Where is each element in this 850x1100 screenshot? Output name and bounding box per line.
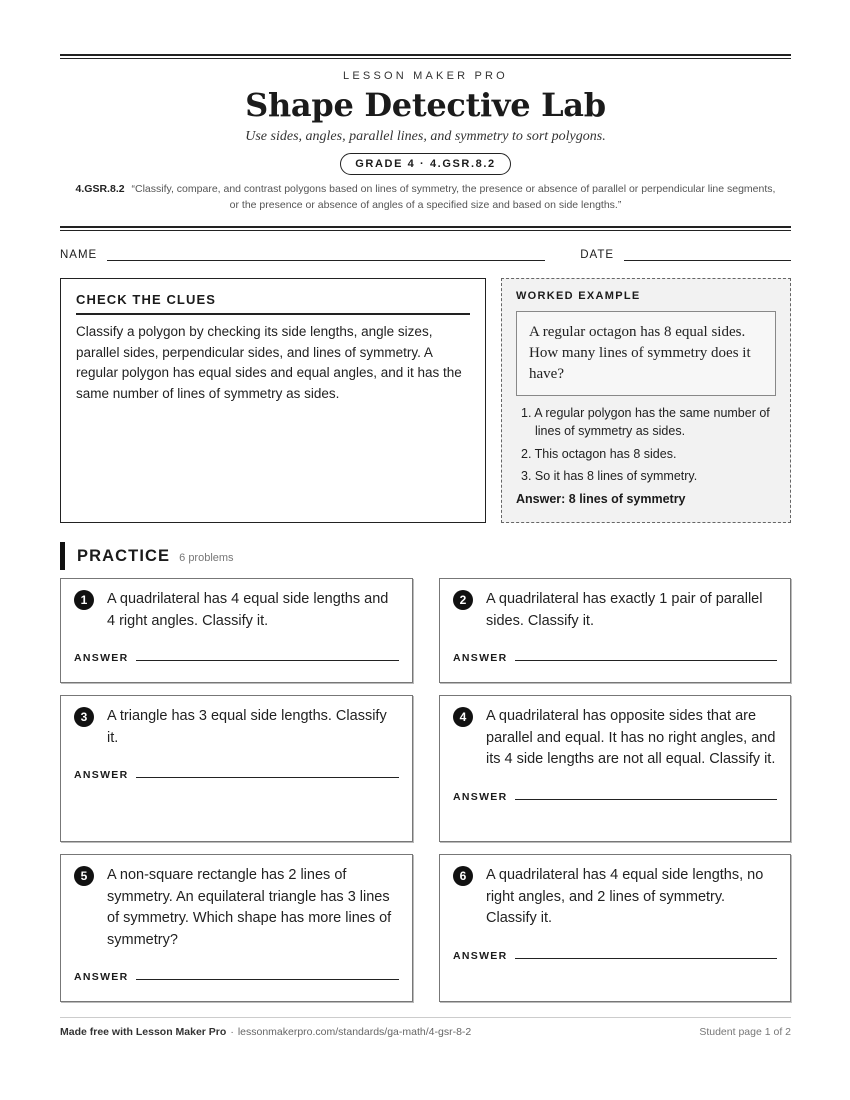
- answer-label: ANSWER: [74, 769, 129, 781]
- problem-card-2: [439, 578, 791, 683]
- problems-grid: [60, 578, 791, 1002]
- header-top-rule: [60, 54, 791, 59]
- standard-description: [60, 181, 791, 213]
- problem-number: 4: [453, 707, 473, 727]
- problem-text: A triangle has 3 equal side lengths. Classify it.: [107, 708, 387, 746]
- worksheet-page: [60, 54, 791, 1002]
- page-title: Shape Detective Lab: [245, 86, 606, 124]
- practice-title: PRACTICE: [77, 546, 171, 565]
- problem-number: 6: [453, 866, 473, 886]
- answer-field[interactable]: [136, 979, 399, 980]
- intro-panels: [60, 278, 791, 523]
- worked-example-answer: Answer: 8 lines of symmetry: [516, 492, 686, 506]
- problem-text: A quadrilateral has opposite sides that are parallel and equal. It has no right angles, and its 4 side lengths are not all equal. Classify it.: [486, 708, 776, 767]
- answer-label: ANSWER: [74, 652, 129, 664]
- worked-step: 2. This octagon has 8 sides.: [521, 446, 677, 461]
- name-date-row: [60, 249, 791, 261]
- header-bottom-rule: [60, 226, 791, 231]
- problem-card-3: [60, 695, 413, 842]
- clues-text: Classify a polygon by checking its side lengths, angle sizes, parallel sides, perpendicular sides, and lines of symmetry. A regular polygon has equal sides and equal angles, and it has the same number of lines of symmetry as sides.: [76, 324, 462, 401]
- answer-field[interactable]: [515, 799, 777, 800]
- answer-field[interactable]: [515, 660, 777, 661]
- problem-card-5: [60, 854, 413, 1002]
- name-label: NAME: [60, 249, 98, 261]
- worked-example-question: A regular octagon has 8 equal sides. How many lines of symmetry does it have?: [516, 311, 776, 396]
- problem-card-1: [60, 578, 413, 683]
- answer-field[interactable]: [136, 660, 399, 661]
- problem-text: A non-square rectangle has 2 lines of symmetry. An equilateral triangle has 3 lines of symmetry. Which shape has more lines of symmetry?: [107, 867, 392, 948]
- standard-text: “Classify, compare, and contrast polygons based on lines of symmetry, the presence or absence of parallel or perpendicular line segments, or the presence or absence of angles of a specified size and based on side lengths.”: [131, 183, 776, 211]
- problem-number: 5: [74, 866, 94, 886]
- standard-code: 4.GSR.8.2: [75, 183, 125, 195]
- footer-separator: ·: [230, 1026, 234, 1038]
- worked-example-panel: [501, 278, 791, 523]
- footer-page-number: Student page 1 of 2: [699, 1026, 791, 1038]
- grade-badge: GRADE 4 · 4.GSR.8.2: [340, 153, 510, 175]
- worked-step: 3. So it has 8 lines of symmetry.: [521, 469, 698, 483]
- practice-accent-bar: [60, 542, 65, 570]
- problem-card-4: [439, 695, 791, 842]
- footer-made-with: Made free with Lesson Maker Pro: [60, 1026, 227, 1038]
- answer-field[interactable]: [515, 958, 777, 959]
- problem-text: A quadrilateral has 4 equal side lengths, no right angles, and 2 lines of symmetry. Classify it.: [486, 867, 764, 926]
- footer-url[interactable]: lessonmakerpro.com/standards/ga-math/4-gsr-8-2: [237, 1026, 472, 1038]
- clues-heading: CHECK THE CLUES: [76, 292, 470, 315]
- problem-number: 2: [453, 590, 473, 610]
- answer-label: ANSWER: [453, 652, 508, 664]
- practice-count: 6 problems: [179, 551, 234, 564]
- date-field[interactable]: [624, 260, 791, 261]
- answer-field[interactable]: [136, 777, 399, 778]
- answer-label: ANSWER: [453, 790, 508, 803]
- check-the-clues-panel: [60, 278, 486, 523]
- page-subtitle: Use sides, angles, parallel lines, and symmetry to sort polygons.: [245, 129, 606, 144]
- problem-text: A quadrilateral has exactly 1 pair of parallel sides. Classify it.: [486, 591, 763, 629]
- page-footer: [60, 1017, 791, 1038]
- answer-label: ANSWER: [453, 949, 508, 962]
- problem-number: 1: [74, 590, 94, 610]
- name-field[interactable]: [107, 260, 545, 261]
- worked-example-heading: WORKED EXAMPLE: [516, 290, 641, 302]
- answer-label: ANSWER: [74, 971, 129, 983]
- problem-text: A quadrilateral has 4 equal side lengths and 4 right angles. Classify it.: [107, 591, 389, 629]
- worked-step: 1. A regular polygon has the same number of lines of symmetry as sides.: [521, 406, 770, 438]
- practice-header: [60, 542, 791, 570]
- brand-name: LESSON MAKER PRO: [343, 70, 508, 82]
- problem-card-6: [439, 854, 791, 1002]
- worked-example-steps: [516, 404, 776, 485]
- problem-number: 3: [74, 707, 94, 727]
- date-label: DATE: [580, 249, 615, 261]
